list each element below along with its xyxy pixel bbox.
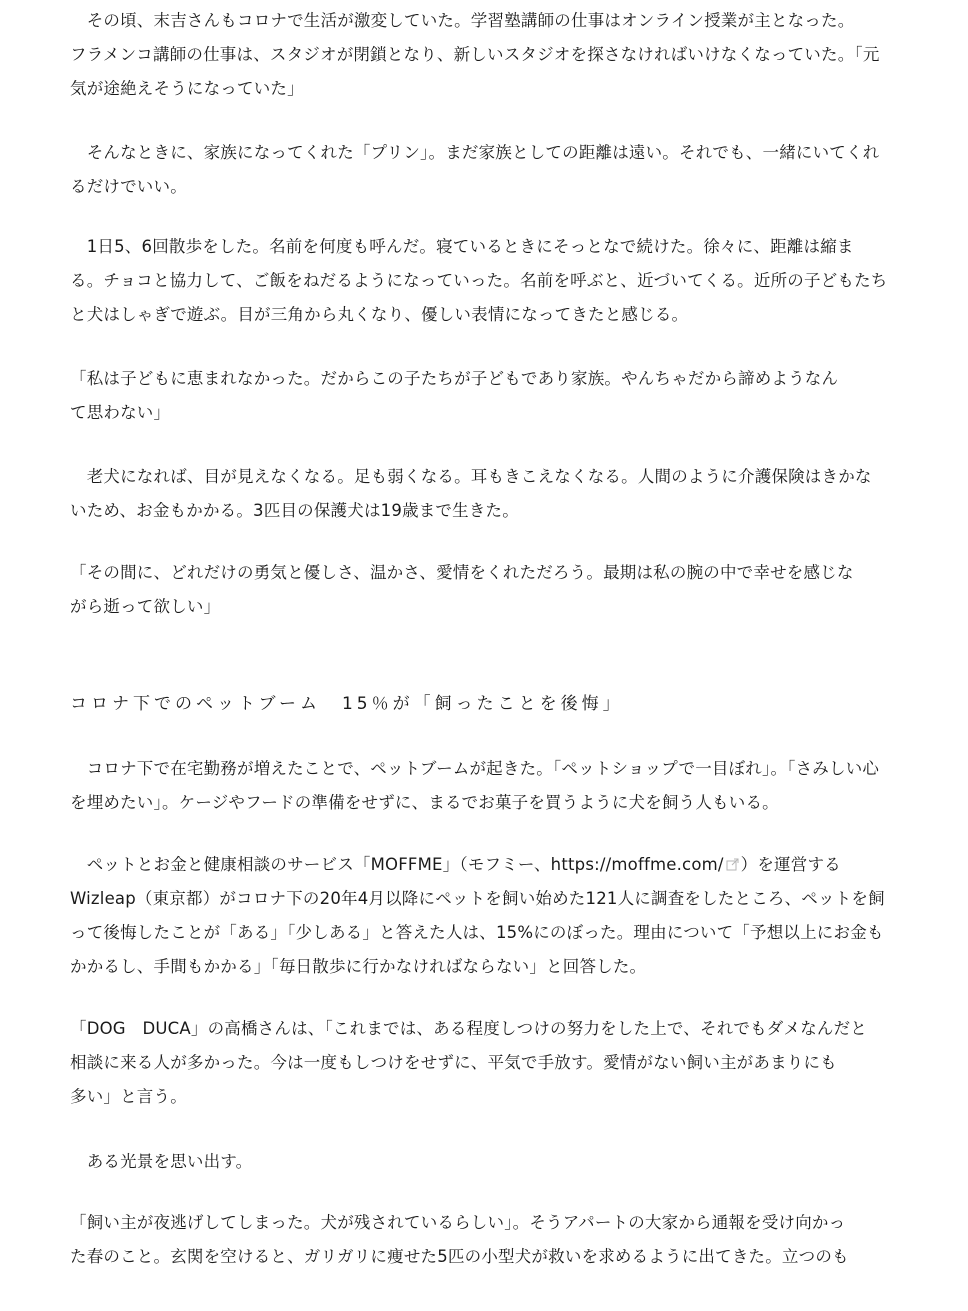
paragraph-1 [70, 4, 880, 106]
text-line: がら逝って欲しい」 [70, 597, 221, 616]
text-line: 「その間に、どれだけの勇気と優しさ、温かさ、愛情をくれただろう。最期は私の腕の中で幸せを感じな [70, 563, 854, 582]
section-heading: コロナ下でのペットブーム 15％が「飼ったことを後悔」 [70, 694, 624, 714]
text-line: 多い」と言う。 [70, 1087, 187, 1106]
text-line: 老犬になれば、目が見えなくなる。足も弱くなる。耳もきこえなくなる。人間のように介護保険はきかな [70, 467, 872, 486]
paragraph-6 [70, 556, 854, 624]
text-line: た春のこと。玄関を空けると、ガリガリに痩せた5匹の小型犬が救いを求めるように出てきた。立つのも [70, 1247, 849, 1266]
text-line: 「私は子どもに恵まれなかった。だからこの子たちが子どもであり家族。やんちゃだから諦めようなん [70, 369, 839, 388]
text-line-with-link [70, 848, 885, 882]
paragraph-5 [70, 460, 872, 528]
text-line: 相談に来る人が多かった。今は一度もしつけをせずに、平気で手放す。愛情がない飼い主があまりにも [70, 1053, 837, 1072]
paragraph-3 [70, 230, 887, 332]
paragraph-11 [70, 1206, 849, 1274]
text-line: Wizleap（東京都）がコロナ下の20年4月以降にペットを飼い始めた121人に調査をしたところ、ペットを飼 [70, 889, 885, 908]
text-line: 気が途絶えそうになっていた」 [70, 79, 304, 98]
text-line: いため、お金もかかる。3匹目の保護犬は19歳まで生きた。 [70, 501, 519, 520]
text-line: るだけでいい。 [70, 177, 187, 196]
text-fragment: ）を運営する [740, 855, 841, 874]
text-line: て思わない」 [70, 403, 171, 422]
paragraph-10 [70, 1145, 252, 1179]
paragraph-2 [70, 136, 879, 204]
text-line: って後悔したことが「ある」「少しある」と答えた人は、15%にのぼった。理由について「予想以上にお金も [70, 923, 884, 942]
paragraph-9 [70, 1012, 867, 1114]
paragraph-4 [70, 362, 838, 430]
text-line: ある光景を思い出す。 [70, 1152, 253, 1171]
text-line: 1日5、6回散歩をした。名前を何度も呼んだ。寝ているときにそっとなで続けた。徐々に、距離は縮ま [70, 237, 854, 256]
text-line: 「DOG DUCA」の高橋さんは、「これまでは、ある程度しつけの努力をした上で、それでもダメなんだと [70, 1019, 867, 1038]
text-line: そんなときに、家族になってくれた「プリン」。まだ家族としての距離は遠い。それでも、一緒にいてくれ [70, 143, 880, 162]
text-line: 「飼い主が夜逃げしてしまった。犬が残されているらしい」。そうアパートの大家から通報を受け向かっ [70, 1213, 846, 1232]
text-line: と犬はしゃぎで遊ぶ。目が三角から丸くなり、優しい表情になってきたと感じる。 [70, 305, 689, 324]
text-line: コロナ下で在宅勤務が増えたことで、ペットブームが起きた。「ペットショップで一目ぼれ」。「さみしい心 [70, 759, 880, 778]
paragraph-7 [70, 752, 879, 820]
text-line: その頃、末吉さんもコロナで生活が激変していた。学習塾講師の仕事はオンライン授業が主となった。 [70, 11, 855, 30]
external-link-icon [726, 858, 739, 871]
text-line: る。チョコと協力して、ご飯をねだるようになっていった。名前を呼ぶと、近づいてくる。近所の子どもたち [70, 271, 888, 290]
text-fragment: ペットとお金と健康相談のサービス「MOFFME」（モフミー、 [70, 855, 551, 874]
text-line: を埋めたい」。ケージやフードの準備をせずに、まるでお菓子を買うように犬を飼う人もいる。 [70, 793, 779, 812]
text-line: フラメンコ講師の仕事は、スタジオが閉鎖となり、新しいスタジオを探さなければいけなくなっていた。「元 [70, 45, 880, 64]
text-line: かかるし、手間もかかる」「毎日散歩に行かなければならない」と回答した。 [70, 957, 647, 976]
paragraph-8 [70, 848, 885, 984]
moffme-link[interactable]: https://moffme.com/ [550, 855, 724, 874]
